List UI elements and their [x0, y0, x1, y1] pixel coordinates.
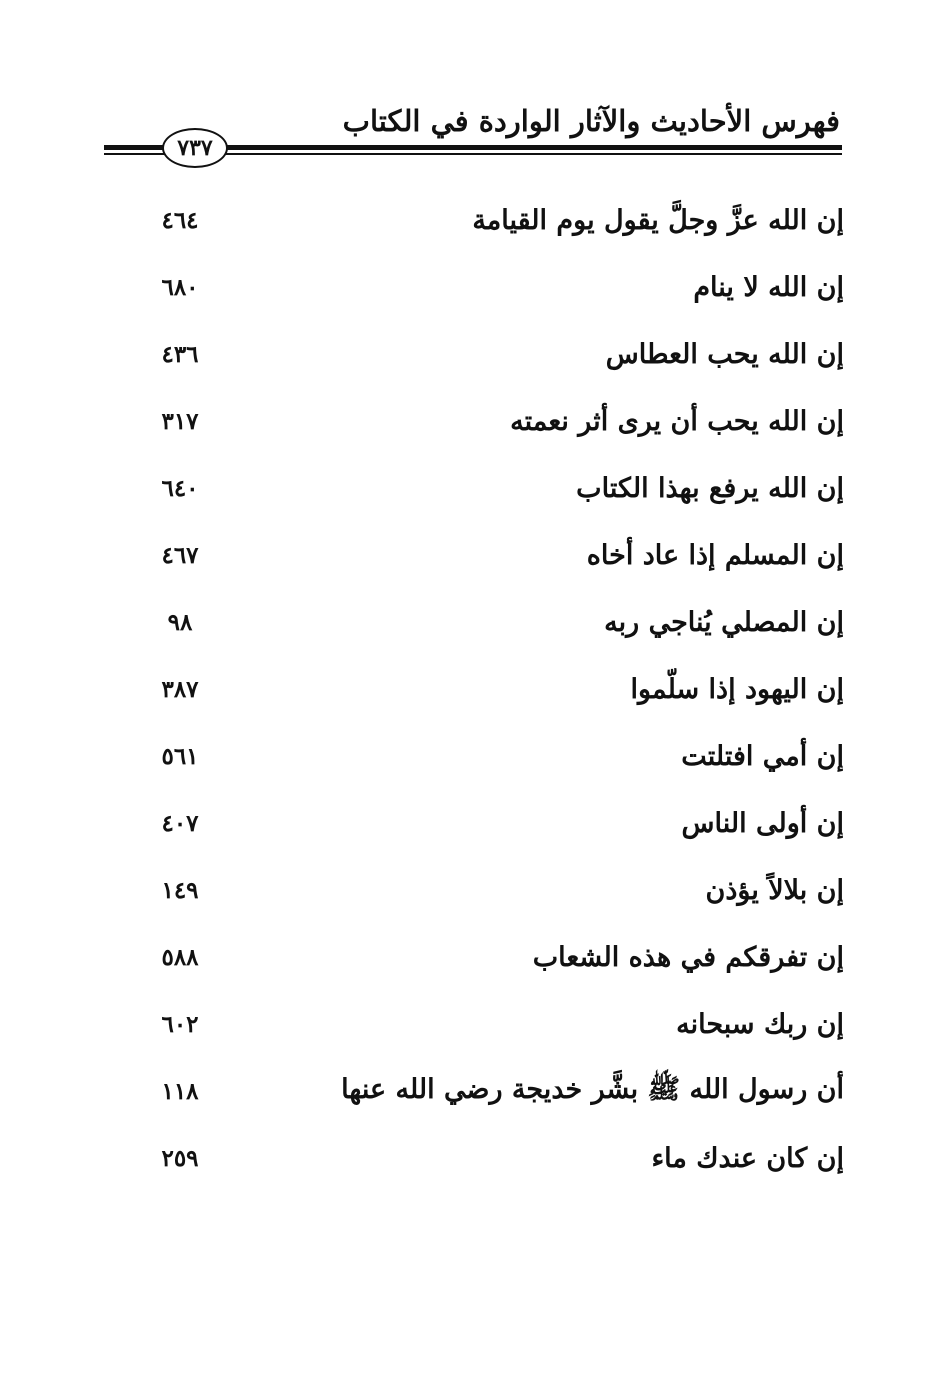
entry-page-number: ٥٨٨ [161, 944, 199, 971]
index-list [150, 187, 844, 1192]
index-entry [150, 522, 844, 589]
entry-page-number: ١١٨ [161, 1078, 199, 1105]
index-entry [150, 656, 844, 723]
entry-page-number: ١٤٩ [161, 877, 199, 904]
entry-text: إن الله يحب أن يرى أثر نعمته [510, 406, 844, 437]
index-entry [150, 455, 844, 522]
entry-page-number: ٤٠٧ [161, 810, 199, 837]
entry-text: إن الله يحب العطاس [605, 339, 844, 370]
index-entry [150, 857, 844, 924]
entry-page-number: ٤٣٦ [161, 341, 199, 368]
entry-text: إن اليهود إذا سلّموا [630, 674, 844, 705]
entry-text: إن الله يرفع بهذا الكتاب [576, 473, 844, 504]
index-entry [150, 991, 844, 1058]
entry-page-number: ٢٥٩ [161, 1145, 199, 1172]
entry-page-number: ٥٦١ [161, 743, 199, 770]
entry-text: إن الله عزَّ وجلَّ يقول يوم القيامة [472, 205, 844, 236]
index-entry [150, 388, 844, 455]
index-entry [150, 589, 844, 656]
entry-page-number: ٣١٧ [161, 408, 199, 435]
entry-text: أن رسول الله ﷺ بشَّر خديجة رضي الله عنها [341, 1073, 844, 1105]
entry-text: إن المسلم إذا عاد أخاه [586, 540, 844, 571]
index-entry [150, 924, 844, 991]
entry-page-number: ٦٠٢ [161, 1011, 199, 1038]
index-entry [150, 723, 844, 790]
entry-page-number: ٩٨ [167, 609, 193, 636]
index-entry [150, 790, 844, 857]
entry-page-number: ٤٦٤ [161, 207, 199, 234]
entry-page-number: ٣٨٧ [161, 676, 199, 703]
entry-text: إن تفرقكم في هذه الشعاب [532, 942, 844, 973]
entry-page-number: ٦٨٠ [161, 274, 199, 301]
entry-text: إن كان عندك ماء [651, 1143, 844, 1174]
entry-text: إن أولى الناس [681, 808, 844, 839]
index-entry [150, 321, 844, 388]
index-entry [150, 1125, 844, 1192]
entry-text: إن بلالاً يؤذن [705, 875, 844, 906]
entry-text: إن ربك سبحانه [676, 1009, 844, 1040]
index-entry [150, 254, 844, 321]
index-entry [150, 187, 844, 254]
page-number-badge: ٧٣٧ [162, 128, 228, 168]
index-entry [150, 1058, 844, 1125]
entry-text: إن أمي افتلتت [681, 741, 844, 772]
entry-page-number: ٤٦٧ [161, 542, 199, 569]
entry-page-number: ٦٤٠ [161, 475, 199, 502]
entry-text: إن الله لا ينام [693, 272, 844, 303]
entry-text: إن المصلي يُناجي ربه [604, 607, 844, 638]
running-title: فهرس الأحاديث والآثار الواردة في الكتاب [342, 104, 840, 138]
